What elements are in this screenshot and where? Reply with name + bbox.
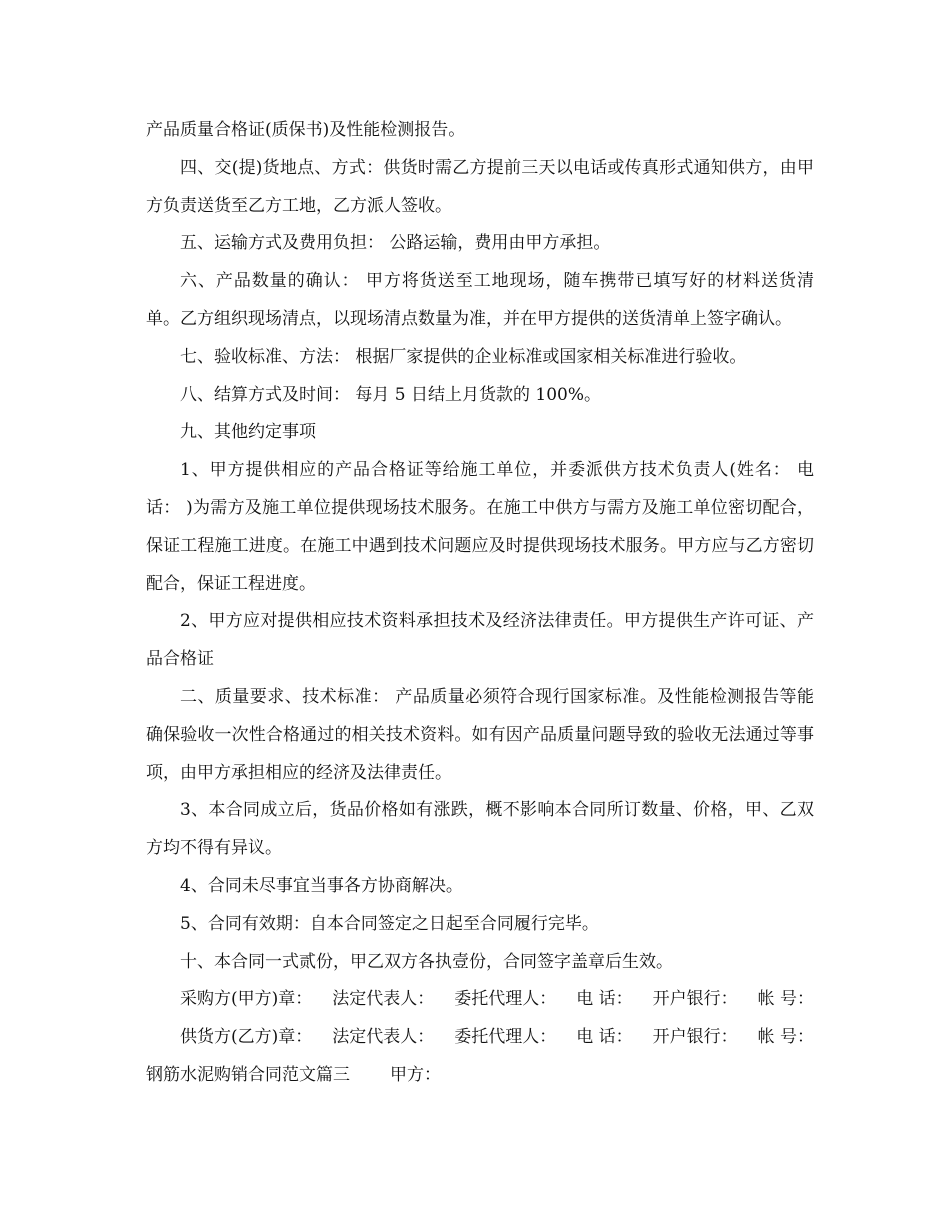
contract-body [146,112,814,1095]
paragraph-item-3: 3、本合同成立后，货品价格如有涨跌，概不影响本合同所订数量、价格，甲、乙双方均不得有异议。 [146,800,814,859]
seller-seal-label: 供货方(乙方)章： [180,1027,313,1048]
paragraph-other-matters-heading: 九、其他约定事项 [180,422,316,443]
buyer-bank-label: 开户银行： [652,989,738,1010]
buyer-legal-rep-label: 法定代表人： [332,989,435,1010]
paragraph-quantity-confirmation: 六、产品数量的确认： 甲方将货送至工地现场，随车携带已填写好的材料送货清单。乙方组织现场清点，以现场清点数量为准，并在甲方提供的送货清单上签字确认。 [146,271,814,329]
seller-bank-label: 开户银行： [652,1027,738,1048]
paragraph-acceptance-standard: 七、验收标准、方法： 根据厂家提供的企业标准或国家相关标准进行验收。 [180,346,747,367]
paragraph-copies-effective: 十、本合同一式贰份，甲乙双方各执壹份，合同签字盖章后生效。 [180,951,673,972]
paragraph-item-2: 2、甲方应对提供相应技术资料承担技术及经济法律责任。甲方提供生产许可证、产品合格证 [146,611,814,670]
paragraph-quality-cert-continuation: 产品质量合格证(质保书)及性能检测报告。 [146,120,466,140]
buyer-agent-label: 委托代理人： [454,989,557,1010]
party-a-label: 甲方： [390,1064,441,1085]
seller-account-label: 帐 号： [757,1027,814,1048]
paragraph-item-4: 4、合同未尽事宜当事各方协商解决。 [180,875,463,896]
paragraph-quality-requirements: 二、质量要求、技术标准： 产品质量必须符合现行国家标准。及性能检测报告等能确保验收一次性合格通过的相关技术资料。如有因产品质量问题导致的验收无法通过等事项，由甲方承担相应的经济及法律责任。 [146,686,814,783]
buyer-phone-label: 电 话： [576,989,633,1010]
paragraph-settlement: 八、结算方式及时间： 每月 5 日结上月货款的 100%。 [180,384,602,405]
seller-legal-rep-label: 法定代表人： [332,1027,435,1048]
seller-signature-line [146,1019,814,1057]
paragraph-transport: 五、运输方式及费用负担： 公路运输，费用由甲方承担。 [180,233,611,254]
buyer-signature-line [146,981,814,1019]
seller-phone-label: 电 话： [576,1027,633,1048]
paragraph-item-1: 1、甲方提供相应的产品合格证等给施工单位，并委派供方技术负责人(姓名： 电话： )为需方及施工单位提供现场技术服务。在施工中供方与需方及施工单位密切配合，保证工程施工进度。在施工中遇到技术问题应及时提供现场技术服务。甲方应与乙方密切配合，保证工程进度。 [146,460,814,594]
buyer-seal-label: 采购方(甲方)章： [180,989,313,1010]
buyer-account-label: 帐 号： [757,989,814,1010]
paragraph-item-5: 5、合同有效期：自本合同签定之日起至合同履行完毕。 [180,913,599,934]
seller-agent-label: 委托代理人： [454,1027,557,1048]
closing-line [146,1057,814,1095]
next-contract-title: 钢筋水泥购销合同范文篇三 [146,1064,350,1085]
paragraph-delivery-location: 四、交(提)货地点、方式：供货时需乙方提前三天以电话或传真形式通知供方，由甲方负责送货至乙方工地，乙方派人签收。 [146,157,814,216]
